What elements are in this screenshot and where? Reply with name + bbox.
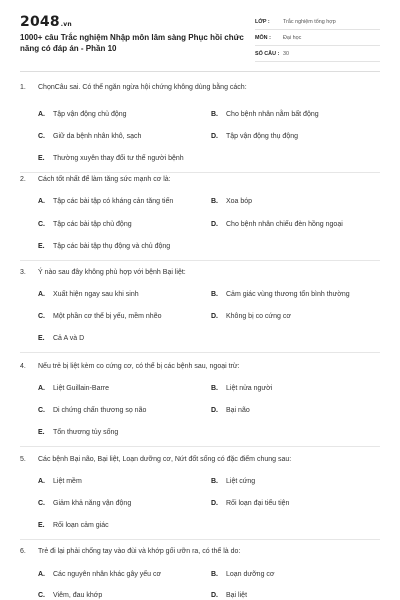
option-letter: B.	[211, 571, 218, 578]
option-text: Rối loạn cảm giác	[53, 522, 109, 529]
option-letter: D.	[211, 313, 218, 320]
option-text: Tập các bài tập có kháng cản tăng tiến	[53, 198, 174, 205]
option-c[interactable]	[38, 499, 131, 509]
option-letter: A.	[38, 198, 45, 205]
document-header	[0, 0, 400, 70]
question-separator	[20, 260, 380, 261]
meta-value: Đại học	[283, 34, 302, 41]
option-letter: C.	[38, 313, 45, 320]
question-separator	[20, 539, 380, 540]
question-prompt: ChọnCâu sai. Có thể ngăn ngừa hội chứng không dùng bằng cách:	[38, 84, 247, 91]
question-separator	[20, 446, 380, 447]
meta-key: SỐ CÂU :	[255, 50, 280, 57]
question-number: 5.	[20, 456, 26, 463]
option-text: Các nguyên nhân khác gây yếu cơ	[53, 571, 162, 578]
option-letter: E.	[38, 155, 45, 162]
option-text: Bại não	[226, 407, 250, 414]
question-text	[20, 547, 380, 557]
meta-value: Trắc nghiệm tổng hợp	[283, 18, 336, 25]
option-text: Xuất hiện ngay sau khi sinh	[53, 291, 139, 298]
option-c[interactable]	[38, 312, 161, 322]
option-b[interactable]	[211, 290, 350, 300]
option-d[interactable]	[211, 406, 250, 416]
option-text: Liệt nửa người	[226, 385, 273, 392]
option-b[interactable]	[211, 570, 275, 580]
logo-suffix: .vn	[60, 21, 72, 28]
option-a[interactable]	[38, 384, 109, 394]
option-letter: B.	[211, 291, 218, 298]
meta-row-count	[255, 46, 380, 62]
option-text: Không bị co cứng cơ	[226, 313, 291, 320]
option-e[interactable]	[38, 154, 184, 164]
option-letter: C.	[38, 592, 45, 599]
option-letter: C.	[38, 500, 45, 507]
document-meta	[255, 14, 380, 62]
option-text: Tập vận động chủ động	[53, 111, 127, 118]
option-text: Cả A và D	[53, 335, 85, 342]
option-text: Tập vận động thụ động	[226, 133, 299, 140]
option-letter: A.	[38, 478, 45, 485]
option-letter: E.	[38, 335, 45, 342]
question-text	[20, 362, 380, 372]
option-letter: E.	[38, 522, 45, 529]
option-d[interactable]	[211, 312, 291, 322]
option-text: Thường xuyên thay đổi tư thế người bệnh	[53, 155, 184, 162]
site-logo[interactable]	[20, 14, 72, 30]
question-prompt: Cách tốt nhất để làm tăng sức mạnh cơ là:	[38, 176, 171, 183]
document-title: 1000+ câu Trắc nghiệm Nhập môn lâm sàng Phục hồi chức năng có đáp án - Phần 10	[20, 33, 244, 53]
option-d[interactable]	[211, 499, 289, 509]
question-text	[20, 175, 380, 185]
option-a[interactable]	[38, 197, 173, 207]
option-e[interactable]	[38, 334, 84, 344]
option-letter: B.	[211, 478, 218, 485]
option-text: Viêm, đau khớp	[53, 592, 103, 599]
option-letter: C.	[38, 221, 45, 228]
question-prompt: Các bệnh Bại não, Bại liệt, Loạn dưỡng cơ, Nứt đốt sống có đặc điểm chung sau:	[38, 456, 292, 463]
option-letter: D.	[211, 133, 218, 140]
option-letter: D.	[211, 407, 218, 414]
option-text: Di chứng chấn thương sọ não	[53, 407, 147, 414]
option-text: Liệt Guillain-Barre	[53, 385, 110, 392]
option-text: Một phần cơ thể bị yếu, mềm nhẽo	[53, 313, 162, 320]
option-letter: A.	[38, 571, 45, 578]
option-letter: C.	[38, 407, 45, 414]
question-number: 3.	[20, 269, 26, 276]
meta-row-subject	[255, 30, 380, 46]
option-b[interactable]	[211, 384, 272, 394]
option-text: Giảm khả năng vận động	[53, 500, 132, 507]
option-b[interactable]	[211, 110, 319, 120]
option-letter: C.	[38, 133, 45, 140]
option-letter: A.	[38, 385, 45, 392]
option-text: Cảm giác vùng thương tổn bình thường	[226, 291, 350, 298]
option-text: Tổn thương tủy sống	[53, 429, 119, 436]
option-d[interactable]	[211, 591, 247, 600]
option-a[interactable]	[38, 570, 161, 580]
question-text	[20, 455, 380, 465]
option-text: Xoa bóp	[226, 198, 253, 205]
option-d[interactable]	[211, 132, 298, 142]
question-prompt: Nếu trẻ bị liệt kèm co cứng cơ, có thể bị các bệnh sau, ngoại trừ:	[38, 363, 240, 370]
meta-value: 30	[283, 50, 289, 57]
option-letter: B.	[211, 198, 218, 205]
option-e[interactable]	[38, 428, 118, 438]
option-text: Liệt cứng	[226, 478, 256, 485]
option-text: Bại liệt	[226, 592, 248, 599]
question-text	[20, 83, 380, 93]
option-b[interactable]	[211, 477, 255, 487]
question-number: 4.	[20, 363, 26, 370]
option-a[interactable]	[38, 290, 139, 300]
meta-row-class	[255, 14, 380, 30]
option-e[interactable]	[38, 242, 170, 252]
option-letter: B.	[211, 111, 218, 118]
option-letter: E.	[38, 243, 45, 250]
header-divider	[20, 71, 380, 72]
option-text: Tập các bài tập thụ động và chủ động	[53, 243, 171, 250]
option-e[interactable]	[38, 521, 109, 531]
option-letter: D.	[211, 500, 218, 507]
meta-key: MÔN :	[255, 34, 271, 41]
question-separator	[20, 352, 380, 353]
option-c[interactable]	[38, 220, 132, 230]
option-text: Giữ da bệnh nhân khô, sạch	[53, 133, 142, 140]
option-letter: D.	[211, 221, 218, 228]
option-text: Rối loạn đại tiểu tiện	[226, 500, 290, 507]
option-letter: A.	[38, 111, 45, 118]
option-letter: E.	[38, 429, 45, 436]
option-text: Tập các bài tập chủ động	[53, 221, 132, 228]
option-c[interactable]	[38, 406, 146, 416]
option-c[interactable]	[38, 132, 141, 142]
option-letter: D.	[211, 592, 218, 599]
option-b[interactable]	[211, 197, 252, 207]
option-a[interactable]	[38, 477, 82, 487]
option-text: Liệt mềm	[53, 478, 82, 485]
question-number: 1.	[20, 84, 26, 91]
question-text	[20, 268, 380, 278]
option-letter: B.	[211, 385, 218, 392]
option-text: Cho bệnh nhân chiếu đèn hồng ngoại	[226, 221, 343, 228]
question-number: 2.	[20, 176, 26, 183]
option-d[interactable]	[211, 220, 343, 230]
logo-text: 2048	[20, 14, 60, 30]
meta-key: LỚP :	[255, 18, 270, 25]
option-c[interactable]	[38, 591, 102, 600]
question-separator	[20, 172, 380, 173]
option-text: Loạn dưỡng cơ	[226, 571, 275, 578]
question-number: 6.	[20, 548, 26, 555]
option-a[interactable]	[38, 110, 127, 120]
question-prompt: Ý nào sau đây không phù hợp với bệnh Bại liệt:	[38, 269, 186, 276]
option-letter: A.	[38, 291, 45, 298]
option-text: Cho bệnh nhân nằm bất động	[226, 111, 319, 118]
question-prompt: Trẻ đi lại phải chống tay vào đùi và khớp gối ưỡn ra, có thể là do:	[38, 548, 241, 555]
